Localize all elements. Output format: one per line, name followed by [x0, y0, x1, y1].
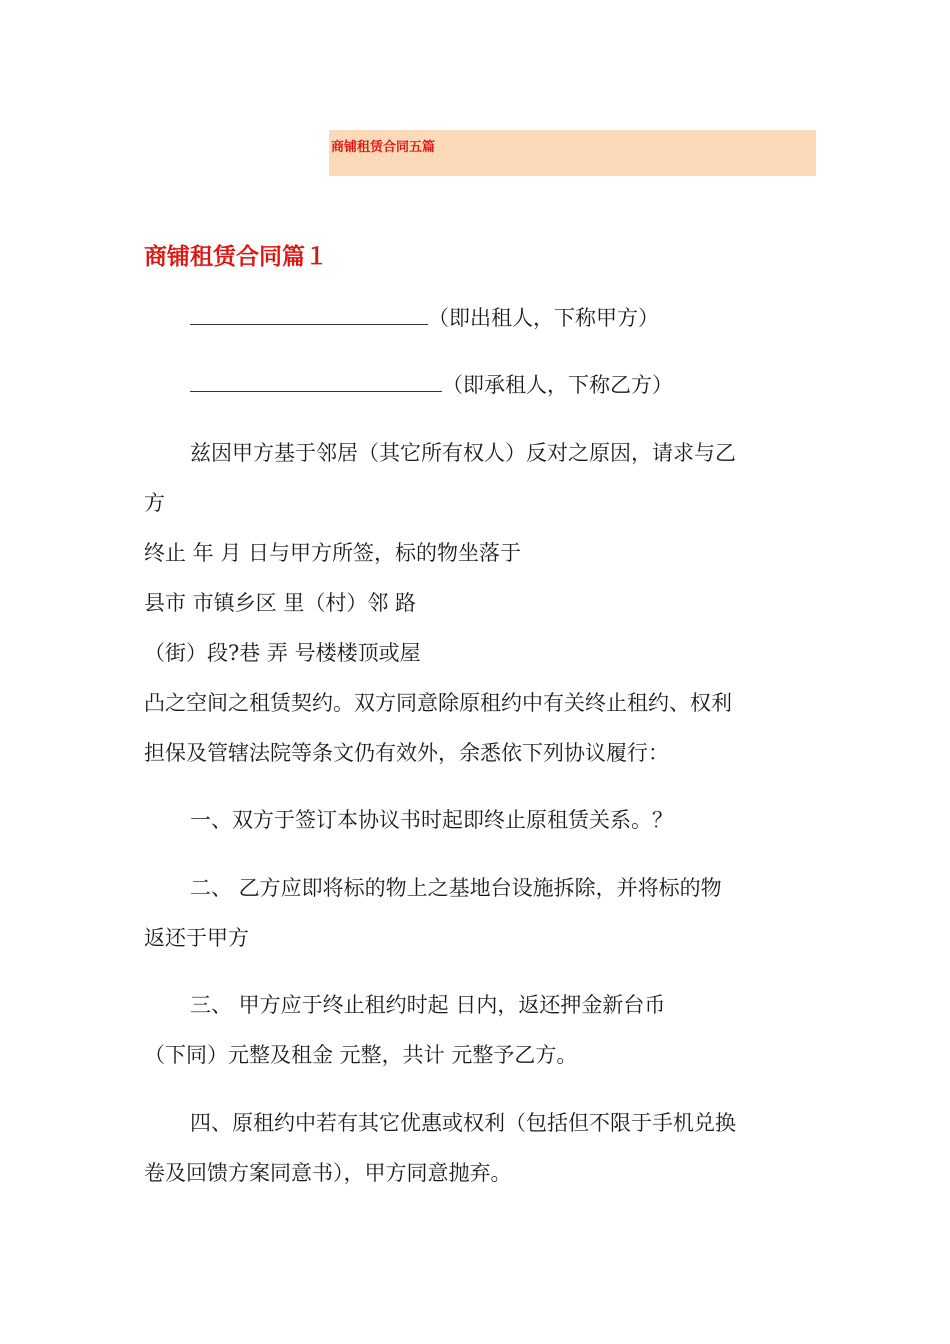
section-heading: 商铺租赁合同篇１ — [144, 244, 328, 270]
header-banner — [329, 130, 816, 176]
paragraph-line: 终止 年 月 日与甲方所签，标的物坐落于 — [144, 541, 522, 565]
clause-four-cont: 卷及回馈方案同意书），甲方同意抛弃。 — [144, 1161, 512, 1185]
party-a-label: （即出租人，下称甲方） — [428, 306, 659, 330]
clause-three: 三、 甲方应于终止租约时起 日内，返还押金新台币 — [190, 993, 666, 1017]
clause-three-cont: （下同）元整及租金 元整，共计 元整予乙方。 — [144, 1043, 578, 1067]
paragraph-line: 凸之空间之租赁契约。双方同意除原租约中有关终止租约、权利 — [144, 691, 732, 715]
banner-title: 商铺租赁合同五篇 — [331, 140, 436, 155]
party-b-line — [190, 371, 673, 399]
paragraph-line: 方 — [144, 491, 165, 515]
paragraph-line: （街）段?巷 弄 号楼楼顶或屋 — [144, 641, 421, 665]
paragraph-line: 县市 市镇乡区 里（村）邻 路 — [144, 591, 417, 615]
clause-two: 二、 乙方应即将标的物上之基地台设施拆除，并将标的物 — [190, 876, 722, 900]
clause-four: 四、原租约中若有其它优惠或权利（包括但不限于手机兑换 — [190, 1111, 736, 1135]
clause-one: 一、双方于签订本协议书时起即终止原租赁关系。？ — [190, 808, 673, 832]
paragraph-line: 担保及管辖法院等条文仍有效外，余悉依下列协议履行： — [144, 741, 669, 765]
clause-two-cont: 返还于甲方 — [144, 926, 249, 950]
party-b-label: （即承租人，下称乙方） — [442, 373, 673, 397]
paragraph-line: 兹因甲方基于邻居（其它所有权人）反对之原因，请求与乙 — [190, 441, 736, 465]
party-b-blank — [190, 371, 442, 392]
party-a-line — [190, 304, 659, 332]
party-a-blank — [190, 304, 428, 325]
